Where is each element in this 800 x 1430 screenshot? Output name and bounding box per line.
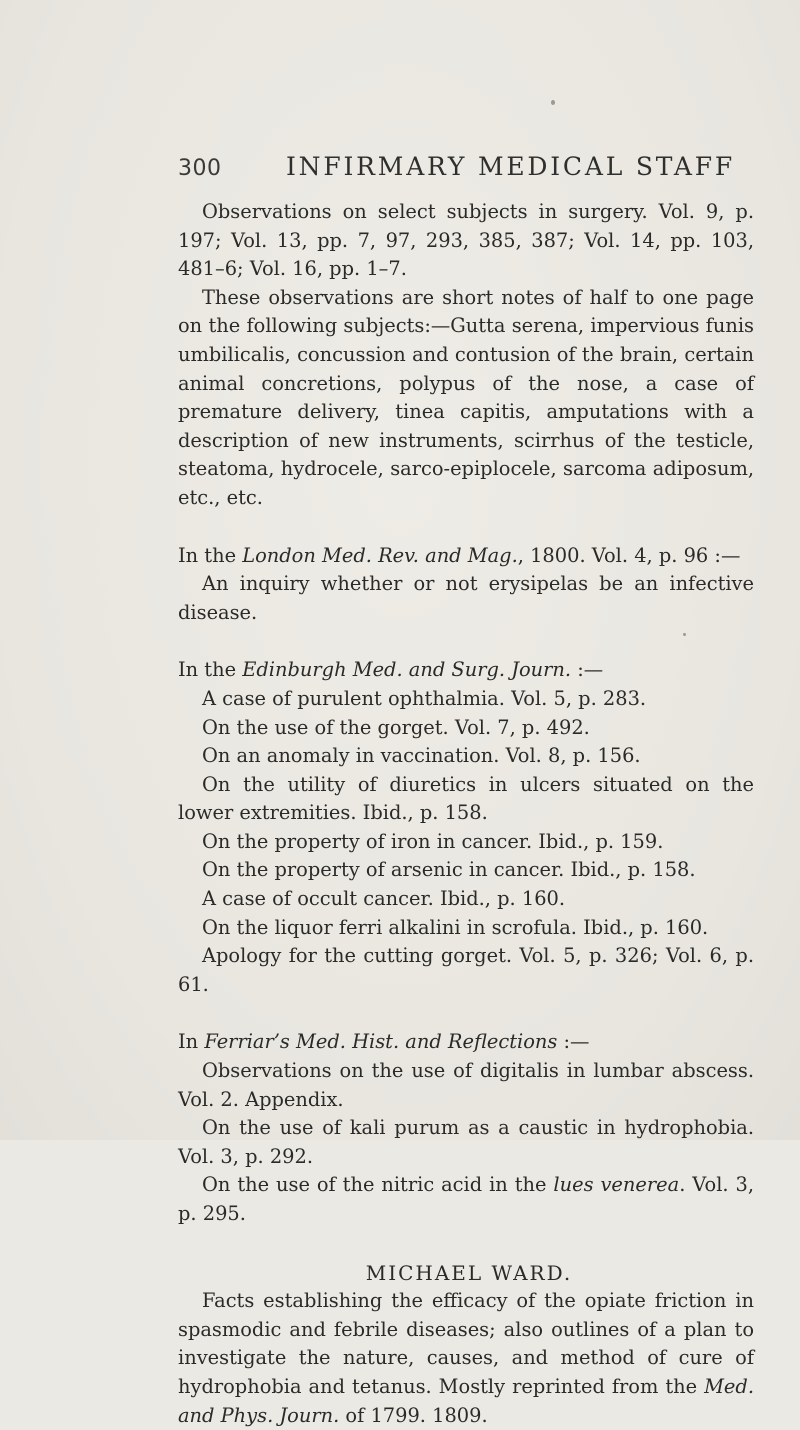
page-body <box>178 198 754 1430</box>
page-number: 300 <box>178 156 222 181</box>
author-heading: MICHAEL WARD. <box>365 1260 573 1285</box>
journal-entry: On the liquor ferri alkalini in scrofula. Ibid., p. 160. <box>202 915 709 939</box>
author-entry: Facts establishing the efficacy of the opiate friction in spasmodic and febrile diseases; also outlines of a plan to investigate the nature, causes, and method of cure of hydrophobia and tetanus. Mostly reprinted from the Med. and Phys. Journ. of 1799. 1809. <box>178 1289 754 1427</box>
page-header <box>178 148 738 188</box>
journal-entry: On the use of the gorget. Vol. 7, p. 492. <box>202 715 590 739</box>
ink-speck <box>551 100 555 105</box>
journal-section-london <box>178 542 754 628</box>
ink-speck <box>683 633 686 636</box>
journal-entry-lues: On the use of the nitric acid in the lues venerea. Vol. 3, p. 295. <box>178 1173 754 1225</box>
journal-title: Edinburgh Med. and Surg. Journ. <box>242 658 572 682</box>
journal-entry: On the property of iron in cancer. Ibid., p. 159. <box>202 829 664 853</box>
running-head: INFIRMARY MEDICAL STAFF <box>286 152 736 181</box>
journal-heading: In the London Med. Rev. and Mag., 1800. Vol. 4, p. 96 :— <box>178 543 741 567</box>
journal-heading: In Ferriar’s Med. Hist. and Reflections :— <box>178 1030 590 1054</box>
journal-entry: On the utility of diuretics in ulcers situated on the lower extremities. Ibid., p. 158. <box>178 772 754 825</box>
journal-title: Ferriar’s Med. Hist. and Reflections <box>204 1030 558 1054</box>
journal-title: London Med. Rev. and Mag. <box>242 543 518 567</box>
journal-entry: On an anomaly in vaccination. Vol. 8, p. 156. <box>202 744 641 768</box>
journal-entry: On the property of arsenic in cancer. Ibid., p. 158. <box>202 858 696 882</box>
observations-summary: These observations are short notes of half to one page on the following subjects:—Gutta serena, impervious funis umbilicalis, concussion and contusion of the brain, certain animal concretions, polypus of the nose, a case of premature delivery, tinea capitis, amputations with a description of new instruments, scirrhus of the testicle, steatoma, hydrocele, sarco-epiplocele, sarcoma adiposum, etc., etc. <box>178 285 754 509</box>
journal-entry: On the use of kali purum as a caustic in hydrophobia. Vol. 3, p. 292. <box>178 1116 754 1168</box>
journal-section-edinburgh <box>178 656 754 999</box>
journal-heading: In the Edinburgh Med. and Surg. Journ. :— <box>178 658 604 682</box>
journal-entry: A case of occult cancer. Ibid., p. 160. <box>202 887 566 911</box>
journal-entry: An inquiry whether or not erysipelas be an infective disease. <box>178 572 754 624</box>
journal-section-ferriar <box>178 1028 754 1228</box>
journal-entry: A case of purulent ophthalmia. Vol. 5, p. 283. <box>202 686 647 710</box>
observations-entry: Observations on select subjects in surgery. Vol. 9, p. 197; Vol. 13, pp. 7, 97, 293, 385, 387; Vol. 14, pp. 103, 481–6; Vol. 16, pp. 1–7. <box>178 200 754 281</box>
journal-entry: Observations on the use of digitalis in lumbar abscess. Vol. 2. Appendix. <box>178 1059 754 1111</box>
journal-entry: Apology for the cutting gorget. Vol. 5, p. 326; Vol. 6, p. 61. <box>178 944 754 996</box>
journal-title: Med. and Phys. Journ. <box>178 1374 754 1427</box>
